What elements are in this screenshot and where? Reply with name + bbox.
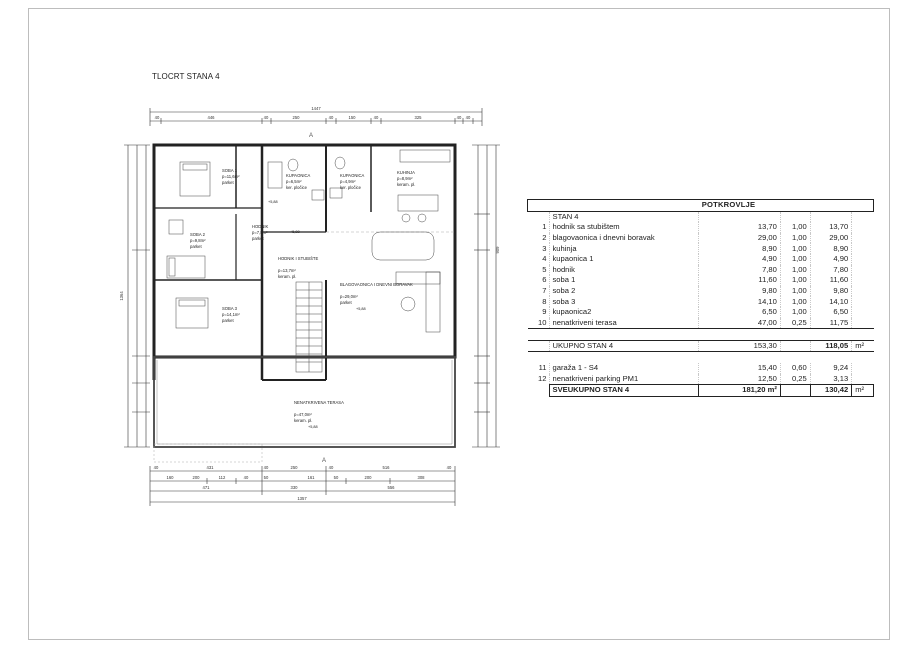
row-unit <box>852 243 874 254</box>
row-name: kupaonica 1 <box>549 254 699 265</box>
row-net-area: 11,75 <box>810 318 851 329</box>
table-row <box>528 296 874 307</box>
room-area: p=8,9m² <box>397 176 413 181</box>
table-title: POTKROVLJE <box>699 200 781 212</box>
table-header-row <box>528 200 874 212</box>
row-net-area: 4,90 <box>810 254 851 265</box>
row-name: soba 1 <box>549 275 699 286</box>
row-name: hodnik <box>549 265 699 276</box>
room-labels <box>190 168 415 423</box>
row-name: blagovaonica i dnevni boravak <box>549 233 699 244</box>
row-area: 9,80 <box>699 286 781 297</box>
room-floor: ker. pločice <box>340 185 361 190</box>
row-area: 8,90 <box>699 243 781 254</box>
dim-top: 40 <box>373 115 379 120</box>
room-floor: ker. pločice <box>286 185 307 190</box>
dim-top: 40 <box>154 115 160 120</box>
row-area: 29,00 <box>699 233 781 244</box>
dim-bottom: 556 <box>387 485 395 490</box>
room-area: p=7,8m² <box>252 230 268 235</box>
room-area: p=47,0m² <box>294 412 312 417</box>
row-unit <box>852 286 874 297</box>
dim-bottom: 112 <box>218 475 226 480</box>
row-name: nenatkriveni parking PM1 <box>549 374 699 385</box>
table-row <box>528 318 874 329</box>
table-row <box>528 254 874 265</box>
room-name: KUPAONICA <box>340 173 365 178</box>
total-unit: m² <box>852 340 874 352</box>
room-area: p=9,8m² <box>190 238 206 243</box>
room-area: p=14,1m² <box>222 312 240 317</box>
table-row <box>528 222 874 233</box>
level-markers <box>268 200 366 429</box>
dim-top: 150 <box>348 115 356 120</box>
row-number: 10 <box>538 317 547 327</box>
row-area: 47,00 <box>699 318 781 329</box>
dim-bottom: 161 <box>307 475 315 480</box>
row-coefficient: 1,00 <box>780 307 810 318</box>
dim-bottom-total: 1357 <box>297 496 307 501</box>
dim-bottom: 40 <box>243 475 249 480</box>
spacer-row <box>528 352 874 363</box>
room-name: BLAGOVAONICA I DNEVNI BORAVAK <box>340 282 413 287</box>
room-name: KUPAONICA <box>286 173 311 178</box>
dim-bottom: 330 <box>290 485 298 490</box>
row-area: 14,10 <box>699 296 781 307</box>
section-mark: A <box>308 133 314 139</box>
room-floor: keram. pl. <box>278 274 297 279</box>
row-number: 7 <box>542 286 547 296</box>
dim-top: 40 <box>456 115 462 120</box>
room-name: KUHINJA <box>397 170 415 175</box>
row-unit <box>852 363 874 374</box>
dim-top: 40 <box>465 115 471 120</box>
row-net-area: 9,80 <box>810 286 851 297</box>
row-net-area: 6,50 <box>810 307 851 318</box>
row-net-area: 8,90 <box>810 243 851 254</box>
row-number: 4 <box>542 254 547 264</box>
row-number: 3 <box>542 243 547 253</box>
table-row <box>528 243 874 254</box>
dim-bottom: 250 <box>290 465 298 470</box>
room-name: SOBA 1 <box>222 168 237 173</box>
row-area: 4,90 <box>699 254 781 265</box>
row-unit <box>852 374 874 385</box>
dim-top: 250 <box>292 115 300 120</box>
room-area: p=29,0m² <box>340 294 358 299</box>
row-coefficient: 1,00 <box>780 275 810 286</box>
level-label: +5,88 <box>268 200 278 204</box>
grand-area <box>699 385 781 397</box>
row-unit <box>852 265 874 276</box>
row-coefficient: 0,25 <box>780 374 810 385</box>
row-area: 6,50 <box>699 307 781 318</box>
row-number: 11 <box>538 363 547 373</box>
room-floor: parket <box>222 180 234 185</box>
dim-bottom: 40 <box>328 465 334 470</box>
dim-bottom: 40 <box>446 465 452 470</box>
row-unit <box>852 275 874 286</box>
room-floor: parket <box>252 236 264 241</box>
dim-bottom: 160 <box>166 475 174 480</box>
row-name: kupaonica2 <box>549 307 699 318</box>
spacer-row <box>528 329 874 341</box>
total-net: 118,05 <box>810 340 851 352</box>
room-floor: parket <box>340 300 352 305</box>
grand-area-unit: m² <box>767 385 777 395</box>
room-name: SOBA 3 <box>222 306 237 311</box>
dim-top-total: 1447 <box>311 106 321 111</box>
grand-label: SVEUKUPNO STAN 4 <box>549 385 699 397</box>
grand-area-value: 181,20 <box>742 385 766 395</box>
row-name: hodnik sa stubištem <box>549 222 699 233</box>
room-name: NENATKRIVENA TERASA <box>294 400 344 405</box>
total-area: 153,30 <box>699 340 781 352</box>
room-name: HODNIK <box>252 224 269 229</box>
total-row <box>528 340 874 352</box>
level-label: +5,88 <box>290 230 300 234</box>
table-row <box>528 374 874 385</box>
dim-top: 325 <box>414 115 422 120</box>
area-table <box>527 199 874 397</box>
room-area: p=4,9m² <box>340 179 356 184</box>
table-row <box>528 265 874 276</box>
row-net-area: 13,70 <box>810 222 851 233</box>
row-area: 11,60 <box>699 275 781 286</box>
room-floor: parket <box>222 318 234 323</box>
row-net-area: 3,13 <box>810 374 851 385</box>
row-unit <box>852 307 874 318</box>
row-coefficient: 0,60 <box>780 363 810 374</box>
row-number: 8 <box>542 296 547 306</box>
row-coefficient: 1,00 <box>780 243 810 254</box>
room-floor: parket <box>190 244 202 249</box>
dim-top: 40 <box>328 115 334 120</box>
room-name: SOBA 2 <box>190 232 205 237</box>
row-name: kuhinja <box>549 243 699 254</box>
grand-total-row <box>528 385 874 397</box>
dim-bottom: 200 <box>192 475 200 480</box>
dim-bottom: 471 <box>202 485 210 490</box>
room-area: p=13,7m² <box>278 268 296 273</box>
row-number: 6 <box>542 275 547 285</box>
row-unit <box>852 254 874 265</box>
row-coefficient: 0,25 <box>780 318 810 329</box>
dim-top: 40 <box>263 115 269 120</box>
dim-bottom: 516 <box>382 465 390 470</box>
dim-bottom: 431 <box>206 465 214 470</box>
room-floor: keram. pl. <box>294 418 313 423</box>
dim-bottom: 50 <box>333 475 339 480</box>
row-area: 7,80 <box>699 265 781 276</box>
row-coefficient: 1,00 <box>780 254 810 265</box>
level-label: +5,88 <box>356 307 366 311</box>
dim-bottom: 40 <box>263 465 269 470</box>
row-area: 13,70 <box>699 222 781 233</box>
table-row <box>528 286 874 297</box>
table-subheader-row <box>528 211 874 222</box>
row-number: 12 <box>538 374 547 384</box>
row-net-area: 29,00 <box>810 233 851 244</box>
dim-left-total: 1364 <box>119 291 124 301</box>
row-number: 1 <box>542 222 547 232</box>
row-name: soba 2 <box>549 286 699 297</box>
row-unit <box>852 233 874 244</box>
row-coefficient: 1,00 <box>780 265 810 276</box>
table-subheader: STAN 4 <box>549 211 699 222</box>
row-name: nenatkriveni terasa <box>549 318 699 329</box>
room-area: p=6,5m² <box>286 179 302 184</box>
row-net-area: 7,80 <box>810 265 851 276</box>
grand-net: 130,42 <box>810 385 851 397</box>
row-unit <box>852 296 874 307</box>
room-name: HODNIK I STUBIŠTE <box>278 256 319 261</box>
dim-bottom: 40 <box>153 465 159 470</box>
dim-top: 446 <box>207 115 215 120</box>
table-row <box>528 363 874 374</box>
row-net-area: 11,60 <box>810 275 851 286</box>
row-net-area: 14,10 <box>810 296 851 307</box>
row-coefficient: 1,00 <box>780 222 810 233</box>
dim-bottom: 50 <box>263 475 269 480</box>
row-name: soba 3 <box>549 296 699 307</box>
page-title: TLOCRT STANA 4 <box>152 72 220 81</box>
row-unit <box>852 318 874 329</box>
row-net-area: 9,24 <box>810 363 851 374</box>
level-label: +5,88 <box>308 425 318 429</box>
row-unit <box>852 222 874 233</box>
room-floor: keram. pl. <box>397 182 416 187</box>
row-number: 9 <box>542 307 547 317</box>
table-row <box>528 275 874 286</box>
grand-net-unit: m² <box>852 385 874 397</box>
dim-bottom: 200 <box>364 475 372 480</box>
total-label: UKUPNO STAN 4 <box>549 340 699 352</box>
row-coefficient: 1,00 <box>780 296 810 307</box>
dim-right-total: 909 <box>495 246 500 254</box>
row-coefficient: 1,00 <box>780 233 810 244</box>
table-row <box>528 307 874 318</box>
table-row <box>528 233 874 244</box>
section-mark: A <box>321 458 327 464</box>
row-area: 12,50 <box>699 374 781 385</box>
row-number: 5 <box>542 264 547 274</box>
room-area: p=11,6m² <box>222 174 240 179</box>
row-number: 2 <box>542 233 547 243</box>
row-area: 15,40 <box>699 363 781 374</box>
dim-bottom: 308 <box>417 475 425 480</box>
row-name: garaža 1 - S4 <box>549 363 699 374</box>
row-coefficient: 1,00 <box>780 286 810 297</box>
